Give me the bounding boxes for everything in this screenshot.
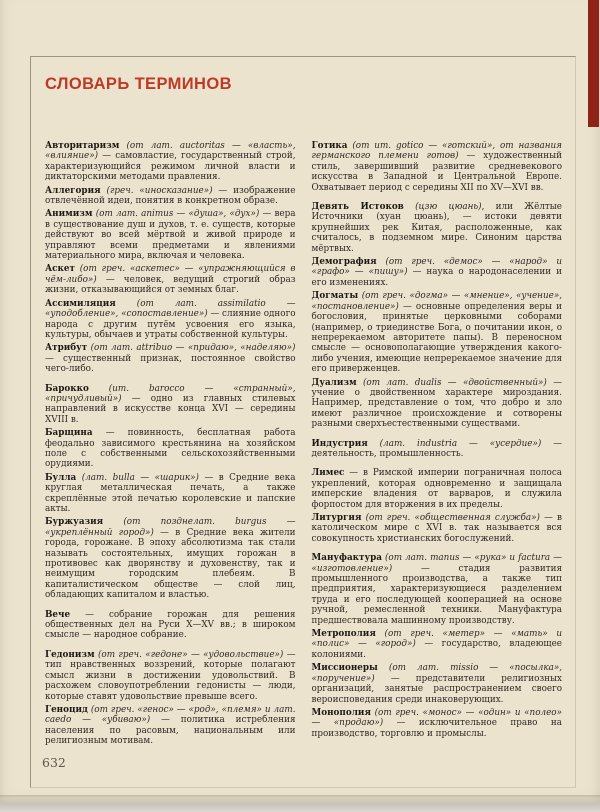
glossary-entry	[312, 439, 563, 460]
glossary-entry	[45, 186, 296, 207]
glossary-entry	[312, 513, 563, 544]
glossary-entry	[312, 291, 563, 374]
definition-text: — деятельность, промышленность.	[311, 438, 563, 459]
scan-bottom-edge	[0, 795, 600, 812]
term-text: Булла	[45, 472, 77, 483]
etymology-text: (от греч. «демос» — «народ» и «графо» — «пишу»)	[311, 257, 562, 278]
glossary-entry	[312, 553, 563, 626]
term-text: Готика	[311, 141, 348, 151]
definition-text: — собрание горожан для решения общественных дел на Руси X—XV вв.; в широком смысле — народное собрание.	[45, 609, 296, 641]
term-text: Дуализм	[311, 377, 357, 388]
etymology-text: (греч. «иносказание»)	[100, 185, 213, 196]
etymology-text: (ит. barocco — «странный», «причудливый»)	[45, 383, 296, 404]
etymology-text: (от лат. attribuo — «придаю», «наделяю»)	[87, 343, 296, 354]
term-text: Геноцид	[45, 704, 88, 715]
content-frame	[30, 56, 576, 788]
definition-text: — повинность, бесплатная работа феодально зависимого крестьянина на хозяйском поле с собственными сельскохозяйственными орудиями.	[45, 428, 296, 470]
glossary-entry	[312, 468, 563, 510]
etymology-text: (от греч. «общественная служба»)	[361, 513, 540, 523]
definition-text: — стадия развития промышленного производства, а также тип предприятия, характеризующиеся разделением труда и его последующей кооперацией на основе ручной, ремесленной техники. Мануфактура предшествовала машинному производству.	[311, 563, 562, 626]
etymology-text: (от лат. dualis — «двойственный»)	[356, 377, 547, 388]
glossary-entry	[45, 705, 296, 747]
definition-text: — политика истребления населения по расовым, национальным или религиозным мотивам.	[45, 715, 296, 747]
etymology-text: (лат. bulla — «шарик»)	[76, 472, 199, 483]
term-text: Авторитаризм	[45, 141, 120, 151]
term-text: Мануфактура	[311, 553, 382, 564]
definition-text: , или Жёлтые Источники (хуан цюань), — истоки девяти крупнейших рек Китая, расположенные, как считалось, в подземном мире. Синоним царства мёртвых.	[311, 202, 562, 254]
definition-text: — самовластие, государственный строй, характеризующийся режимом личной власти и диктаторскими методами правления.	[45, 151, 296, 183]
definition-text: — учение о двойственном характере мироздания. Например, представление о том, что добро и зло имеют различное происхождение и сотворены разными сверхъестественными существами.	[311, 377, 562, 430]
etymology-text: (от греч. «аскетес» — «упражняющийся в чём-либо»)	[45, 264, 296, 285]
glossary-entry	[312, 141, 563, 193]
term-text: Анимизм	[45, 209, 93, 220]
definition-text: — вера в существование душ и духов, т. е. существ, которые действуют во всей мёртвой и живой природе и управляют всеми предметами и явлениями материального мира, включая и человека.	[45, 209, 296, 262]
right-column	[312, 141, 563, 750]
term-text: Гедонизм	[45, 649, 95, 660]
glossary-entry	[312, 202, 563, 254]
term-text: Барокко	[45, 383, 89, 394]
etymology-text: (от греч. «догма» — «мнение», «учение», «постановление»)	[311, 291, 562, 312]
definition-text: — в католическом мире с XVI в. так называется вся совокупность христианских богослужений.	[311, 513, 562, 544]
glossary-entry	[312, 629, 563, 660]
term-text: Догматы	[311, 291, 359, 302]
term-text: Лимес	[311, 468, 345, 479]
etymology-text: (лат. industria — «усердие»)	[367, 438, 542, 449]
etymology-text: (от лат. auctoritas — «власть», «влияние»)	[45, 141, 296, 162]
glossary-entry	[312, 257, 563, 288]
term-text: Миссионеры	[311, 663, 378, 674]
page-title: СЛОВАРЬ ТЕРМИНОВ	[45, 75, 232, 93]
etymology-text: (от греч. «гедоне» — «удовольствие»)	[94, 649, 284, 660]
etymology-text: (от позднелат. burgus — «укреплённый город»)	[45, 517, 296, 538]
glossary-entry	[45, 473, 296, 515]
chapter-tab	[588, 0, 599, 127]
definition-text: — изображение отвлечённой идеи, понятия в конкретном образе.	[45, 185, 296, 207]
definition-text: — государство, владеющее колониями.	[311, 639, 563, 660]
term-text: Метрополия	[311, 629, 376, 640]
glossary-entry	[45, 517, 296, 600]
glossary-entry	[45, 209, 296, 261]
definition-text: — представители религиозных организаций, занятые распространением своего вероисповедания среди инаковерующих.	[311, 673, 562, 705]
glossary-entry	[45, 610, 296, 641]
definition-text: — основные определения веры и богословия, принятые церковными соборами (например, о триединстве Бога, о почитании икон, о непререкаемом авторитете папы). В переносном смысле — основополагающие утверждения какого-либо учения, имеющие непререкаемое значение для его приверженцев.	[311, 301, 562, 375]
glossary-entry	[312, 378, 563, 430]
definition-text: — существенный признак, постоянное свойство чего-либо.	[45, 353, 296, 375]
definition-text: — тип нравственных воззрений, которые полагают смысл жизни в достижении удовольствий. В расхожем словоупотреблении гедонисты — люди, которые ставят удовольствие превыше всего.	[45, 649, 296, 702]
term-text: Индустрия	[311, 438, 368, 449]
definition-text: — в Средние века круглая металлическая печать, а также скреплённые этой печатью королевские и папские акты.	[45, 472, 296, 514]
glossary-entry	[312, 708, 563, 739]
definition-text: — исключительное право на производство, торговлю и промыслы.	[311, 718, 562, 739]
definition-text: — в Средние века жители города, горожане. В эпоху абсолютизма так стали называть состоятельных, имущих горожан в противовес как дворянству и духовенству, так и неимущим городским плебеям. В капиталистическом обществе — слой лиц, обладающих капиталом и властью.	[45, 527, 296, 601]
term-text: Аскет	[45, 264, 75, 275]
glossary-entry	[45, 428, 296, 470]
term-text: Литургия	[311, 513, 362, 523]
definition-text: — художественный стиль, завершивший развитие средневекового искусства в Западной и Центральной Европе. Охватывает период с середины XII по XV—XVI вв.	[311, 151, 562, 193]
definition-text: — одно из главных стилевых направлений в искусстве конца XVI — середины XVIII в.	[45, 393, 296, 425]
glossary-entry	[45, 343, 296, 374]
glossary-entry	[45, 264, 296, 295]
left-column	[45, 141, 296, 750]
etymology-text: (от ит. gotico — «готский», от названия германского племени готов)	[311, 141, 562, 162]
term-text: Буржуазия	[45, 517, 104, 528]
definition-text: — наука о народонаселении и его изменениях.	[311, 267, 562, 288]
etymology-text: (от лат. missio — «посылка», «поручение»)	[311, 663, 562, 684]
glossary-entry	[45, 650, 296, 702]
term-text: Атрибут	[45, 343, 88, 354]
term-text: Барщина	[45, 428, 93, 439]
etymology-text: (от лат. assimilatio — «уподобление», «сопоставление»)	[45, 298, 296, 320]
etymology-text: (от греч. «монос» — «один» и «полео» — «продаю»)	[311, 707, 562, 729]
definition-text: — слияние одного народа с другим путём усвоения его языка, культуры, обычаев и утраты собственной культуры.	[45, 309, 296, 340]
glossary-entry	[45, 384, 296, 426]
glossary-entry	[45, 299, 296, 341]
etymology-text: (от греч. «генос» — «род», «племя» и лат. caedo — «убиваю»)	[45, 704, 296, 726]
glossary-entry	[45, 141, 296, 183]
term-text: Аллегория	[45, 185, 101, 196]
definition-text: — человек, ведущий строгий образ жизни, отказывающийся от земных благ.	[45, 274, 296, 296]
etymology-text: (от лат. animus — «душа», «дух»)	[92, 209, 260, 220]
term-text: Демография	[311, 257, 377, 268]
term-text: Вече	[45, 609, 71, 620]
term-text: Ассимиляция	[45, 298, 116, 309]
definition-text: — в Римской империи пограничная полоса укреплений, которая одновременно и защищала имперские владения от варваров, и служила форпостом для вторжения в их пределы.	[311, 468, 562, 510]
etymology-text: (от греч. «метер» — «мать» и «полис» — «город»)	[311, 629, 562, 650]
term-text: Монополия	[311, 707, 371, 718]
glossary-entry	[312, 663, 563, 705]
term-text: Девять Истоков	[311, 202, 404, 213]
glossary-columns	[45, 141, 562, 750]
etymology-text: (цзю цюань)	[403, 202, 482, 213]
page-number: 632	[42, 755, 66, 770]
etymology-text: (от лат. manus — «рука» и factura — «изготовление»)	[311, 553, 562, 574]
